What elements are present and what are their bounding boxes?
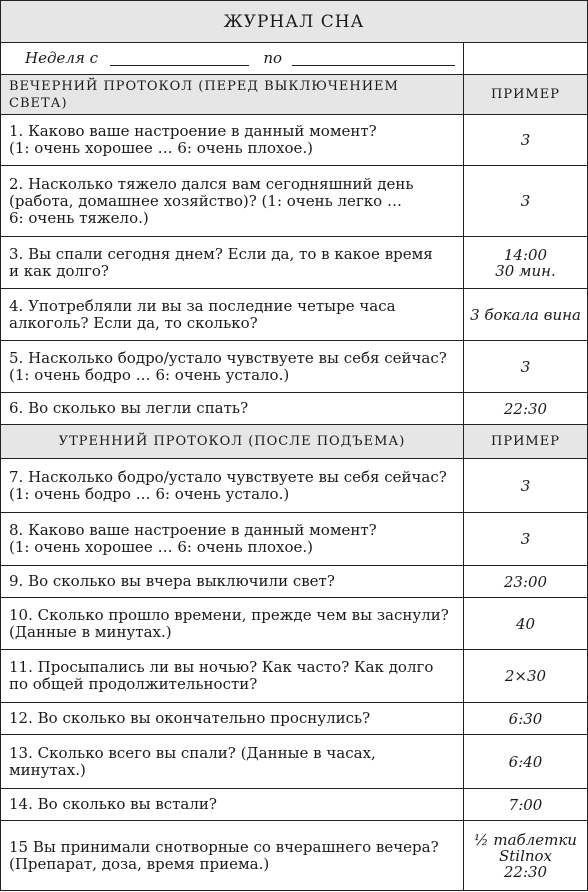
example-answer[interactable]: 3 — [464, 459, 588, 512]
example-answer[interactable]: 6:30 — [464, 703, 588, 734]
question-text: 3. Вы спали сегодня днем? Если да, то в какое время и как долго? — [1, 237, 464, 288]
question-row — [1, 789, 588, 821]
question-text: 15 Вы принимали снотворные со вчерашнего вечера? (Препарат, доза, время приема.) — [1, 821, 464, 890]
question-text: 2. Насколько тяжело дался вам сегодняшний день (работа, домашнее хозяйство)? (1: очень легко … 6: очень тяжело.) — [1, 166, 464, 236]
question-row — [1, 393, 588, 425]
question-row — [1, 735, 588, 789]
question-text: 9. Во сколько вы вчера выключили свет? — [1, 566, 464, 597]
week-row — [1, 43, 588, 75]
example-answer[interactable]: 3 — [464, 166, 588, 236]
week-to-field[interactable] — [292, 51, 455, 66]
question-text: 14. Во сколько вы встали? — [1, 789, 464, 820]
question-row — [1, 166, 588, 237]
week-from-field[interactable] — [110, 51, 249, 66]
question-text: 4. Употребляли ли вы за последние четыре часа алкоголь? Если да, то сколько? — [1, 289, 464, 340]
evening-section-header — [1, 75, 588, 115]
question-text: 10. Сколько прошло времени, прежде чем вы заснули? (Данные в минутах.) — [1, 598, 464, 649]
example-answer[interactable]: 23:00 — [464, 566, 588, 597]
question-row — [1, 341, 588, 393]
morning-example-header: ПРИМЕР — [464, 425, 588, 458]
question-row — [1, 237, 588, 289]
morning-header: УТРЕННИЙ ПРОТОКОЛ (ПОСЛЕ ПОДЪЕМА) — [1, 425, 464, 458]
question-text: 8. Каково ваше настроение в данный момент? (1: очень хорошее … 6: очень плохое.) — [1, 513, 464, 565]
example-answer[interactable]: 3 — [464, 513, 588, 565]
evening-example-header: ПРИМЕР — [464, 75, 588, 114]
question-row — [1, 821, 588, 891]
question-text: 7. Насколько бодро/устало чувствуете вы себя сейчас? (1: очень бодро … 6: очень устало.) — [1, 459, 464, 512]
example-answer[interactable]: 22:30 — [464, 393, 588, 424]
week-to-label: по — [263, 49, 283, 67]
week-from-label: Неделя с — [25, 49, 98, 67]
example-answer[interactable]: 3 — [464, 115, 588, 165]
example-answer[interactable]: 14:00 30 мин. — [464, 237, 588, 288]
question-text: 11. Просыпались ли вы ночью? Как часто? Как долго по общей продолжительности? — [1, 650, 464, 702]
question-text: 13. Сколько всего вы спали? (Данные в часах, минутах.) — [1, 735, 464, 788]
question-text: 1. Каково ваше настроение в данный момент? (1: очень хорошее … 6: очень плохое.) — [1, 115, 464, 165]
question-row — [1, 459, 588, 513]
page-title: ЖУРНАЛ СНА — [1, 1, 588, 43]
question-row — [1, 598, 588, 650]
example-answer[interactable]: 2×30 — [464, 650, 588, 702]
evening-header: ВЕЧЕРНИЙ ПРОТОКОЛ (ПЕРЕД ВЫКЛЮЧЕНИЕМ СВЕТА) — [1, 75, 464, 114]
question-row — [1, 115, 588, 166]
example-answer[interactable]: 7:00 — [464, 789, 588, 820]
example-answer[interactable]: 3 бокала вина — [464, 289, 588, 340]
question-text: 12. Во сколько вы окончательно проснулись? — [1, 703, 464, 734]
example-answer[interactable]: 40 — [464, 598, 588, 649]
example-answer[interactable]: 3 — [464, 341, 588, 392]
question-row — [1, 566, 588, 598]
week-example-cell — [464, 43, 588, 74]
morning-section-header — [1, 425, 588, 459]
question-row — [1, 650, 588, 703]
example-answer[interactable]: 6:40 — [464, 735, 588, 788]
question-text: 5. Насколько бодро/устало чувствуете вы себя сейчас? (1: очень бодро … 6: очень устало.) — [1, 341, 464, 392]
week-range — [1, 43, 464, 74]
example-answer[interactable]: ½ таблетки Stilnox 22:30 — [464, 821, 588, 890]
question-text: 6. Во сколько вы легли спать? — [1, 393, 464, 424]
question-row — [1, 289, 588, 341]
question-row — [1, 703, 588, 735]
question-row — [1, 513, 588, 566]
